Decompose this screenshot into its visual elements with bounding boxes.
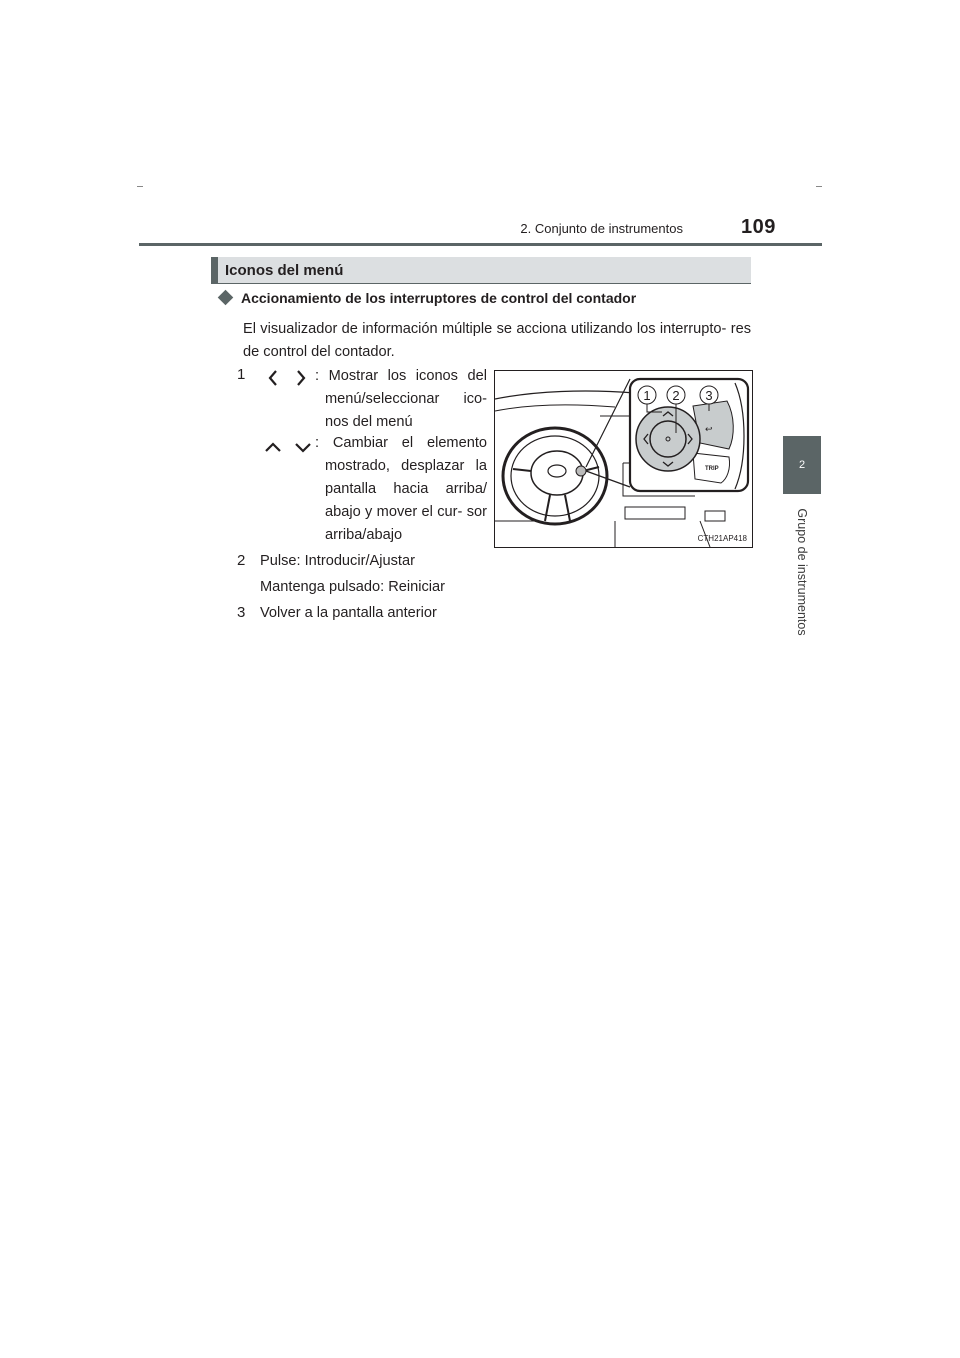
- dashboard-illustration: [494, 370, 753, 548]
- item-number-1: 1: [237, 366, 246, 383]
- section-bar-accent: [211, 257, 218, 284]
- up-down-icons: [262, 438, 314, 456]
- chevron-left-right-icon: [266, 368, 310, 388]
- left-right-icons: [266, 368, 310, 388]
- crop-mark-right: [816, 186, 822, 187]
- steering-wheel-illustration: [495, 371, 752, 547]
- item-number-2: 2: [237, 552, 246, 569]
- chapter-tab-label-text: Grupo de instrumentos: [795, 508, 809, 636]
- chapter-tab-label: [790, 502, 814, 642]
- header-rule: [139, 243, 822, 246]
- trip-label: TRIP: [705, 466, 719, 472]
- section-title: Iconos del menú: [225, 262, 344, 279]
- chapter-title: 2. Conjunto de instrumentos: [520, 221, 683, 236]
- chapter-tab: 2: [783, 436, 821, 494]
- item1-leftright-text: : Mostrar los iconos del menú/seleccionar ico- nos del menú: [315, 368, 487, 430]
- page-number: 109: [741, 216, 776, 238]
- callout-2: 2: [672, 388, 680, 403]
- item3-text: Volver a la pantalla anterior: [260, 605, 437, 621]
- callout-1: 1: [643, 388, 651, 403]
- diamond-bullet-icon: [218, 290, 234, 306]
- callout-3: 3: [705, 388, 713, 403]
- item2-line1: Pulse: Introducir/Ajustar: [260, 553, 415, 569]
- svg-text:↩: ↩: [705, 424, 713, 434]
- crop-mark-left: [137, 186, 143, 187]
- intro-paragraph: El visualizador de información múltiple se acciona utilizando los interrupto- res de control del contador.: [243, 321, 751, 360]
- subsection-heading: [218, 290, 636, 306]
- item-number-3: 3: [237, 604, 246, 621]
- item2-line2: Mantenga pulsado: Reiniciar: [260, 579, 445, 595]
- subsection-title: Accionamiento de los interruptores de control del contador: [241, 290, 637, 306]
- chevron-up-down-icon: [262, 438, 314, 456]
- item1-updown-text: : Cambiar el elemento mostrado, desplazar la pantalla hacia arriba/ abajo y mover el cur- sor arriba/abajo: [315, 435, 487, 543]
- figure-code: CTH21AP418: [697, 534, 747, 543]
